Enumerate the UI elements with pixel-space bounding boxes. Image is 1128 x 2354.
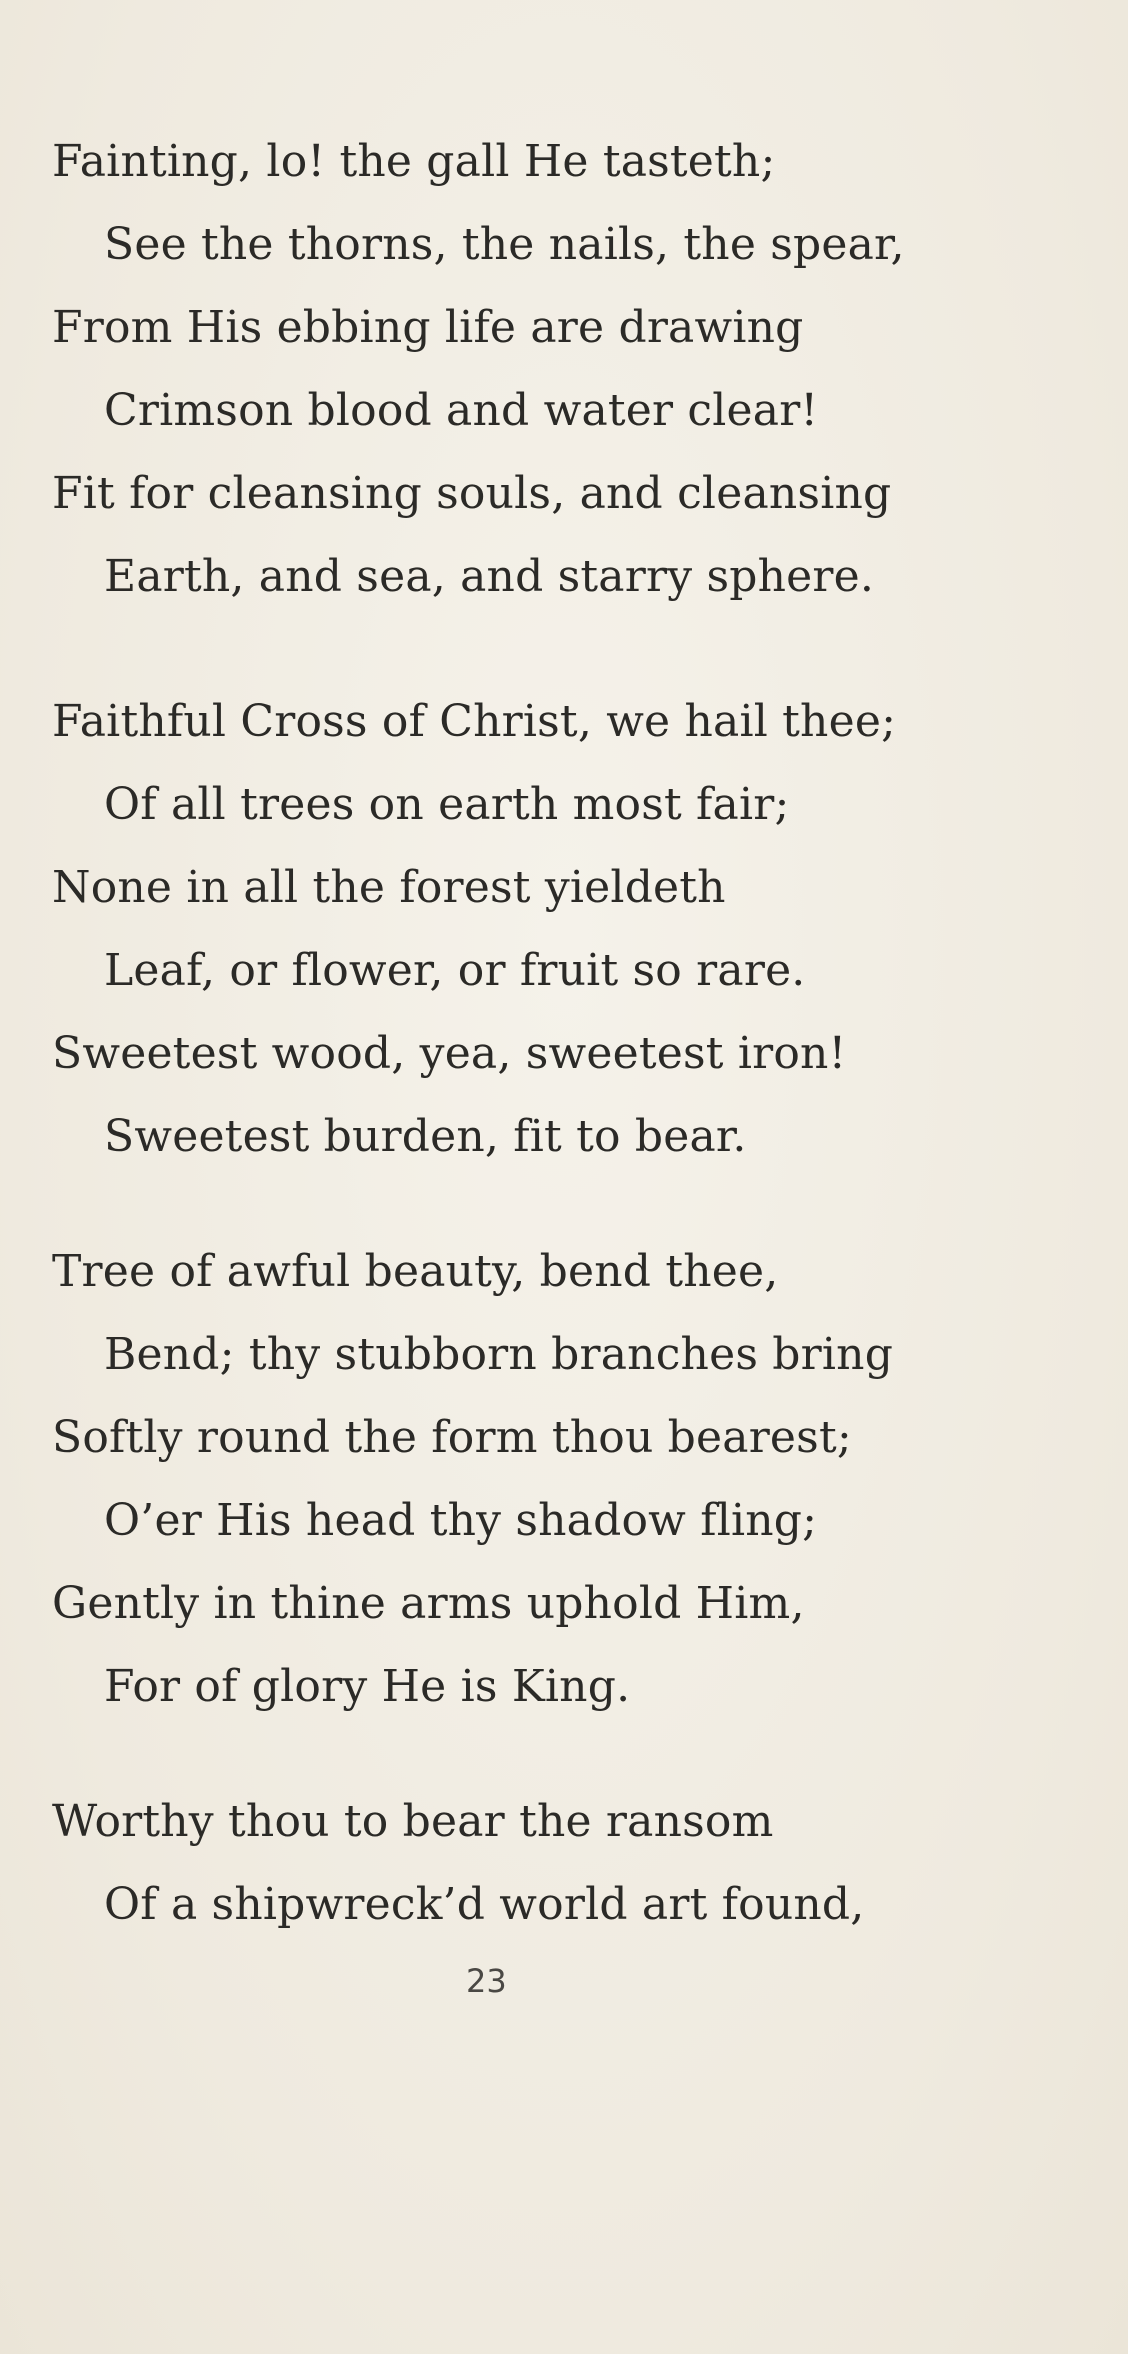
poem-line: None in all the forest yieldeth: [52, 862, 726, 913]
poem-line: Fit for cleansing souls, and cleansing: [52, 468, 892, 519]
poem-line: Tree of awful beauty, bend thee,: [52, 1246, 779, 1297]
poem-line: Worthy thou to bear the ransom: [52, 1796, 774, 1847]
poem-line: Of a shipwreck’d world art found,: [104, 1879, 865, 1930]
poem-line: Gently in thine arms uphold Him,: [52, 1578, 805, 1629]
poem-line: For of glory He is King.: [104, 1661, 631, 1712]
poem-line: O’er His head thy shadow fling;: [104, 1495, 818, 1546]
poem-line: Faithful Cross of Christ, we hail thee;: [52, 696, 897, 747]
poem-line: From His ebbing life are drawing: [52, 302, 804, 353]
poem-line: Bend; thy stubborn branches bring: [104, 1329, 894, 1380]
poem-line: Earth, and sea, and starry sphere.: [104, 551, 875, 602]
poem-line: Fainting, lo! the gall He tasteth;: [52, 136, 776, 187]
poem-line: Of all trees on earth most fair;: [104, 779, 790, 830]
page-number: 23: [466, 1962, 507, 2000]
poem-line: Crimson blood and water clear!: [104, 385, 819, 436]
poem-line: Softly round the form thou bearest;: [52, 1412, 852, 1463]
poem-line: See the thorns, the nails, the spear,: [104, 219, 905, 270]
poem-line: Sweetest burden, fit to bear.: [104, 1111, 747, 1162]
poem-line: Sweetest wood, yea, sweetest iron!: [52, 1028, 847, 1079]
poem-line: Leaf, or flower, or fruit so rare.: [104, 945, 806, 996]
